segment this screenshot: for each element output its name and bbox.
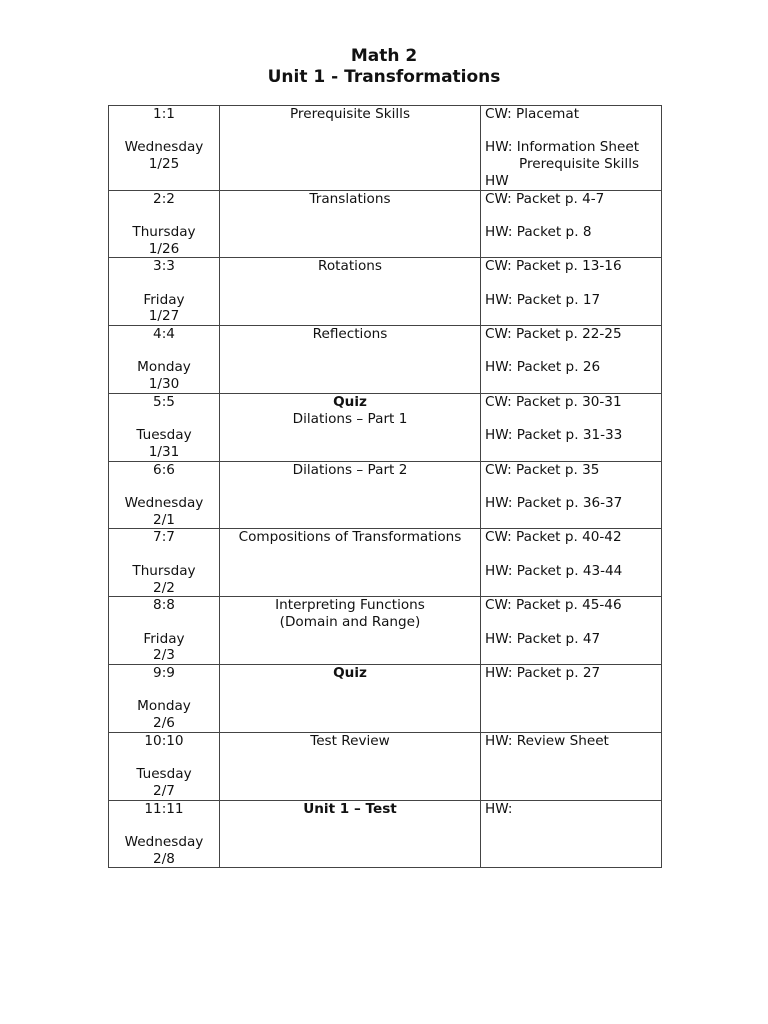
weekday: Thursday	[132, 562, 196, 579]
assignment-cell	[481, 732, 662, 800]
topic-text: Dilations – Part 1	[292, 410, 408, 427]
topic-cell	[220, 190, 481, 258]
weekday: Tuesday	[136, 766, 192, 783]
lesson-number: 6:6	[153, 461, 175, 478]
schedule-table	[108, 105, 662, 868]
calendar-date: 1/26	[148, 240, 180, 257]
spacer	[485, 546, 657, 563]
topic-text: Reflections	[312, 326, 388, 343]
table-row	[109, 461, 662, 529]
topic-text: Translations	[309, 190, 391, 207]
spacer	[113, 275, 215, 292]
date-cell	[109, 529, 220, 597]
weekday: Wednesday	[124, 139, 204, 156]
classwork-text: CW: Packet p. 13-16	[485, 258, 622, 275]
lesson-number: 7:7	[153, 529, 175, 546]
weekday: Tuesday	[136, 427, 192, 444]
classwork-text: HW: Packet p. 27	[485, 665, 601, 682]
classwork-text: HW: Review Sheet	[485, 732, 609, 749]
assignment-cell	[481, 326, 662, 394]
lesson-number: 8:8	[153, 597, 175, 614]
spacer	[113, 817, 215, 834]
spacer	[485, 207, 657, 224]
spacer	[485, 343, 657, 360]
weekday: Monday	[137, 359, 191, 376]
assignment-cell	[481, 393, 662, 461]
topic-text: Interpreting Functions	[275, 597, 425, 614]
classwork-text: HW:	[485, 800, 513, 817]
topic-text: Prerequisite Skills	[289, 106, 411, 122]
classwork-text: CW: Packet p. 40-42	[485, 529, 622, 546]
classwork-text: CW: Packet p. 30-31	[485, 393, 622, 410]
topic-cell	[220, 529, 481, 597]
table-row	[109, 326, 662, 394]
assignment-cell	[481, 800, 662, 868]
spacer	[485, 275, 657, 292]
topic-bold: Unit 1 – Test	[303, 800, 397, 817]
calendar-date: 1/31	[148, 443, 180, 460]
table-row	[109, 106, 662, 191]
topic-cell	[220, 106, 481, 191]
lesson-number: 5:5	[153, 393, 175, 410]
spacer	[485, 123, 657, 140]
table-row	[109, 597, 662, 665]
homework-text: HW: Packet p. 47	[485, 630, 601, 647]
spacer	[113, 343, 215, 360]
calendar-date: 2/1	[153, 511, 175, 528]
document-subtitle: Unit 1 - Transformations	[267, 67, 501, 87]
lesson-number: 10:10	[144, 732, 184, 749]
spacer	[113, 546, 215, 563]
homework-text: HW: Packet p. 43-44	[485, 562, 623, 579]
topic-cell	[220, 597, 481, 665]
topic-cell	[220, 258, 481, 326]
topic-cell	[220, 665, 481, 733]
homework-text: HW: Packet p. 36-37	[485, 495, 623, 512]
document-title-block	[0, 46, 768, 88]
topic-text: Dilations – Part 2	[292, 461, 408, 478]
date-cell	[109, 732, 220, 800]
assignment-cell	[481, 106, 662, 191]
calendar-date: 2/7	[153, 782, 175, 799]
date-cell	[109, 190, 220, 258]
spacer	[113, 750, 215, 767]
topic-bold: Quiz	[333, 393, 367, 410]
topic-text: (Domain and Range)	[279, 613, 421, 630]
table-row	[109, 190, 662, 258]
lesson-number: 11:11	[144, 800, 184, 817]
lesson-number: 1:1	[153, 106, 175, 122]
date-cell	[109, 597, 220, 665]
weekday: Friday	[143, 630, 185, 647]
calendar-date: 2/8	[153, 850, 175, 867]
classwork-text: CW: Placemat	[485, 106, 580, 122]
lesson-number: 3:3	[153, 258, 175, 275]
classwork-text: CW: Packet p. 45-46	[485, 597, 622, 614]
date-cell	[109, 258, 220, 326]
homework-text: HW: Packet p. 17	[485, 291, 601, 308]
classwork-text: CW: Packet p. 35	[485, 461, 600, 478]
spacer	[485, 478, 657, 495]
topic-cell	[220, 326, 481, 394]
assignment-cell	[481, 258, 662, 326]
table-row	[109, 529, 662, 597]
spacer	[113, 682, 215, 699]
spacer	[113, 614, 215, 631]
weekday: Wednesday	[124, 834, 204, 851]
topic-bold: Quiz	[333, 665, 367, 682]
spacer	[113, 123, 215, 140]
assignment-cell	[481, 665, 662, 733]
calendar-date: 2/2	[153, 579, 175, 596]
homework-extra-text: HW	[485, 172, 509, 189]
weekday: Monday	[137, 698, 191, 715]
topic-text: Rotations	[318, 258, 382, 275]
classwork-text: CW: Packet p. 22-25	[485, 326, 622, 343]
topic-cell	[220, 393, 481, 461]
table-row	[109, 258, 662, 326]
date-cell	[109, 800, 220, 868]
weekday: Friday	[143, 291, 185, 308]
date-cell	[109, 461, 220, 529]
assignment-cell	[481, 597, 662, 665]
classwork-text: CW: Packet p. 4-7	[485, 190, 605, 207]
document-title: Math 2	[350, 46, 418, 66]
spacer	[113, 478, 215, 495]
topic-cell	[220, 461, 481, 529]
spacer	[113, 411, 215, 428]
spacer	[485, 614, 657, 631]
topic-cell	[220, 732, 481, 800]
homework-text: HW: Packet p. 8	[485, 223, 592, 240]
topic-text: Test Review	[310, 732, 390, 749]
spacer	[485, 411, 657, 428]
homework-text: HW: Packet p. 26	[485, 359, 601, 376]
assignment-cell	[481, 529, 662, 597]
calendar-date: 1/25	[148, 156, 180, 173]
calendar-date: 1/27	[148, 308, 180, 325]
date-cell	[109, 106, 220, 191]
weekday: Thursday	[132, 223, 196, 240]
spacer	[113, 207, 215, 224]
homework-extra-text: Prerequisite Skills	[519, 156, 640, 173]
topic-text: Compositions of Transformations	[238, 529, 462, 546]
homework-text: HW: Packet p. 31-33	[485, 427, 623, 444]
date-cell	[109, 326, 220, 394]
date-cell	[109, 393, 220, 461]
calendar-date: 2/6	[153, 715, 175, 732]
topic-cell	[220, 800, 481, 868]
calendar-date: 2/3	[153, 647, 175, 664]
homework-text: HW: Information Sheet	[485, 139, 640, 156]
lesson-number: 9:9	[153, 665, 175, 682]
table-row	[109, 393, 662, 461]
table-row	[109, 732, 662, 800]
date-cell	[109, 665, 220, 733]
calendar-date: 1/30	[148, 376, 180, 393]
table-row	[109, 800, 662, 868]
schedule-body	[109, 106, 662, 868]
lesson-number: 2:2	[153, 190, 175, 207]
weekday: Wednesday	[124, 495, 204, 512]
assignment-cell	[481, 190, 662, 258]
lesson-number: 4:4	[153, 326, 175, 343]
assignment-cell	[481, 461, 662, 529]
table-row	[109, 665, 662, 733]
